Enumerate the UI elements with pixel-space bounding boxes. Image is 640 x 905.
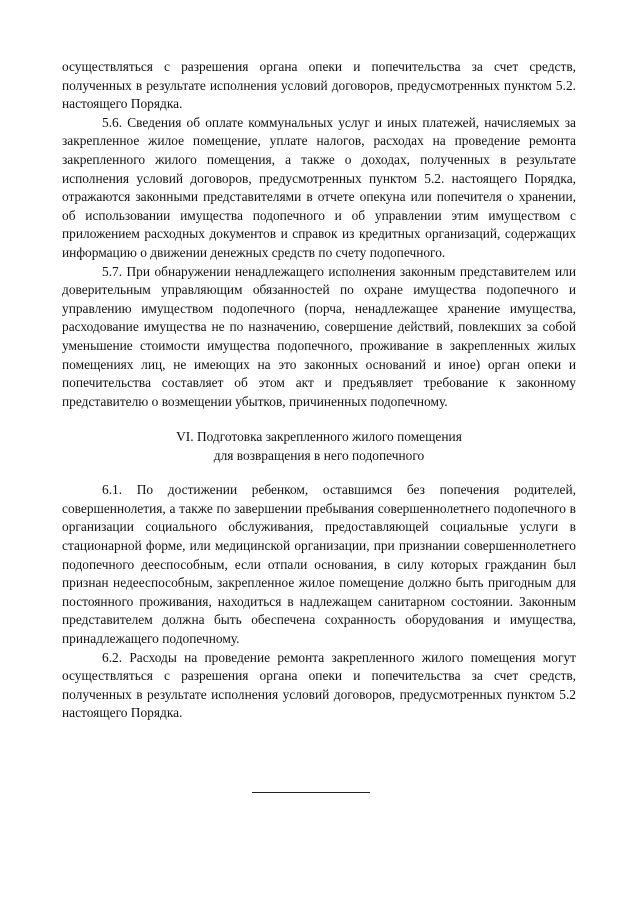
section-title (62, 427, 576, 465)
paragraph-6-2: 6.2. Расходы на проведение ремонта закрепленного жилого помещения могут осуществляться с разрешения органа опеки и попечительства за счет средств, полученных в результате исполнения условий договоров, предусмотренных пунктом 5.2 настоящего Порядка. (62, 649, 576, 721)
paragraph-intro: осуществляться с разрешения органа опеки и попечительства за счет средств, полученных в результате исполнения условий договоров, предусмотренных пунктом 5.2. настоящего Порядка. (62, 59, 576, 112)
closing-divider-line (252, 792, 370, 793)
section-title-line-1: VI. Подготовка закрепленного жилого помещения (176, 429, 462, 445)
document-page (62, 58, 576, 723)
section-title-line-2: для возвращения в него подопечного (213, 448, 425, 464)
paragraph-5-6: 5.6. Сведения об оплате коммунальных услуг и иных платежей, начисляемых за закрепленное жилое помещение, уплате налогов, расходах на проведение ремонта закрепленного жилого помещения, а также о доходах, полученных в результате исполнения условий договоров, предусмотренных пунктом 5.2. настоящего Порядка, отражаются законными представителями в отчете опекуна или попечителя о хранении, об использовании имущества подопечного и об управлении этим имуществом с приложением расходных документов и справок из кредитных организаций, содержащих информацию о движении денежных средств по счету подопечного. (62, 114, 576, 260)
paragraph-6-1: 6.1. По достижении ребенком, оставшимся без попечения родителей, совершеннолетия, а также по завершении пребывания совершеннолетнего подопечного в организации социального обслуживания, предоставляющей социальные услуги в стационарной форме, или медицинской организации, при признании совершеннолетнего подопечного дееспособным, если отпали основания, в силу которых гражданин был признан недееспособным, закрепленное жилое помещение должно быть пригодным для постоянного проживания, находиться в надлежащем санитарном состоянии. Законным представителем должна быть обеспечена сохранность оборудования и имущества, принадлежащего подопечному. (62, 482, 576, 647)
paragraph-5-7: 5.7. При обнаружении ненадлежащего исполнения законным представителем или доверительным управляющим обязанностей по охране имущества подопечного и управлению имуществом подопечного (порча, ненадлежащее хранение имущества, расходование имущества не по назначению, совершение действий, повлекших за собой уменьшение стоимости имущества подопечного, проживание в закрепленных жилых помещениях лиц, не имеющих на это законных оснований и иное) орган опеки и попечительства составляет об этом акт и предъявляет требование к законному представителю о возмещении убытков, причиненных подопечному. (62, 263, 576, 409)
